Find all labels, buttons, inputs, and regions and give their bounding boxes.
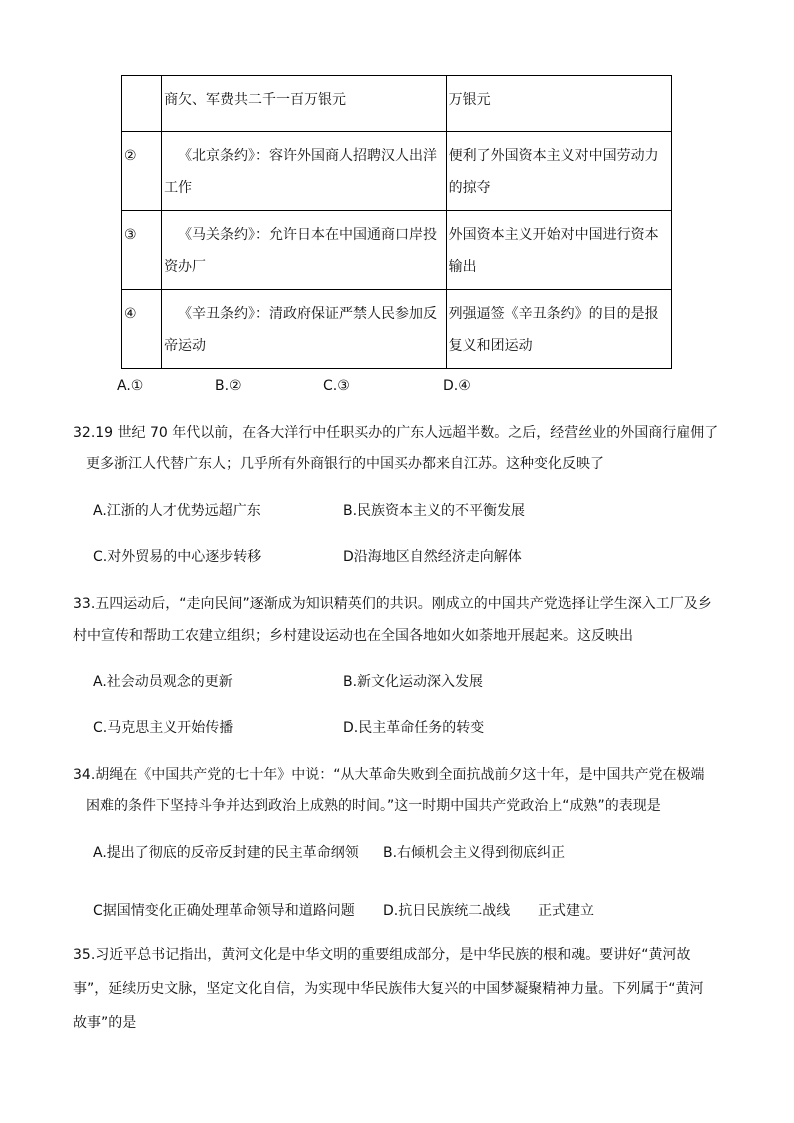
q34-option-d: D.抗日民族统二战线 [383, 903, 511, 919]
table-cell-effect: 万银元 [446, 76, 671, 132]
table-cell-num [122, 76, 162, 132]
q31-option-a: A.① [117, 378, 144, 394]
q35-stem-line3: 故事”的是 [73, 1015, 137, 1031]
q31-option-d: D.④ [443, 378, 471, 394]
q34-option-b: B.右倾机会主义得到彻底纠正 [383, 845, 566, 861]
q33-stem-line2: 村中宣传和帮助工农建立组织；乡村建设运动也在全国各地如火如荼地开展起来。这反映出 [73, 628, 633, 644]
q33-option-d: D.民主革命任务的转变 [343, 720, 485, 736]
table-row [122, 211, 672, 290]
q31-option-b: B.② [215, 378, 242, 394]
q34-stem-line1: 34.胡绳在《中国共产党的七十年》中说：“从大革命失败到全面抗战前夕这十年，是中国共产党在极端 [73, 767, 705, 783]
table-cell-content: 《马关条约》：允许日本在中国通商口岸投资办厂 [162, 211, 447, 290]
table-cell-num: ② [122, 132, 162, 211]
q32-stem-line1: 32.19 世纪 70 年代以前，在各大洋行中任职买办的广东人远超半数。之后，经营丝业的外国商行雇佣了 [73, 425, 719, 441]
q32-option-c: C.对外贸易的中心逐步转移 [93, 549, 262, 565]
table-cell-num: ③ [122, 211, 162, 290]
q33-option-b: B.新文化运动深入发展 [343, 674, 484, 690]
q34-option-a: A.提出了彻底的反帝反封建的民主革命纲领 [93, 845, 359, 861]
q33-stem-line1: 33.五四运动后，“走向民间”逐渐成为知识精英们的共识。刚成立的中国共产党选择让学生深入工厂及乡 [73, 596, 712, 612]
q34-option-d-tail: 正式建立 [538, 903, 594, 919]
table-cell-effect: 列强逼签《辛丑条约》的目的是报复义和团运动 [446, 290, 671, 369]
q33-option-a: A.社会动员观念的更新 [93, 674, 233, 690]
q32-stem-line2: 更多浙江人代替广东人；几乎所有外商银行的中国买办都来自江苏。这种变化反映了 [86, 456, 604, 472]
table-cell-num: ④ [122, 290, 162, 369]
table-cell-content: 《辛丑条约》：清政府保证严禁人民参加反帝运动 [162, 290, 447, 369]
table-row [122, 132, 672, 211]
question-31-table [121, 75, 672, 369]
q31-option-c: C.③ [323, 378, 350, 394]
q32-option-a: A.江浙的人才优势远超广东 [93, 503, 261, 519]
table-cell-content: 商欠、军费共二千一百万银元 [162, 76, 447, 132]
table-row [122, 76, 672, 132]
q32-option-b: B.民族资本主义的不平衡发展 [343, 503, 526, 519]
table-cell-effect: 便利了外国资本主义对中国劳动力的掠夺 [446, 132, 671, 211]
q35-stem-line1: 35.习近平总书记指出，黄河文化是中华文明的重要组成部分，是中华民族的根和魂。要讲好“黄河故 [73, 947, 691, 963]
q33-option-c: C.马克思主义开始传播 [93, 720, 234, 736]
q35-stem-line2: 事”，延续历史文脉，坚定文化自信，为实现中华民族伟大复兴的中国梦凝聚精神力量。下列属于“黄河 [73, 981, 704, 997]
table-cell-content: 《北京条约》：容许外国商人招聘汉人出洋工作 [162, 132, 447, 211]
table-row [122, 290, 672, 369]
q32-option-d: D沿海地区自然经济走向解体 [343, 549, 522, 565]
q34-stem-line2: 困难的条件下坚持斗争并达到政治上成熟的时间。”这一时期中国共产党政治上“成熟”的表现是 [86, 798, 661, 814]
q34-option-c: C据国情变化正确处理革命领导和道路问题 [93, 903, 355, 919]
table-cell-effect: 外国资本主义开始对中国进行资本输出 [446, 211, 671, 290]
